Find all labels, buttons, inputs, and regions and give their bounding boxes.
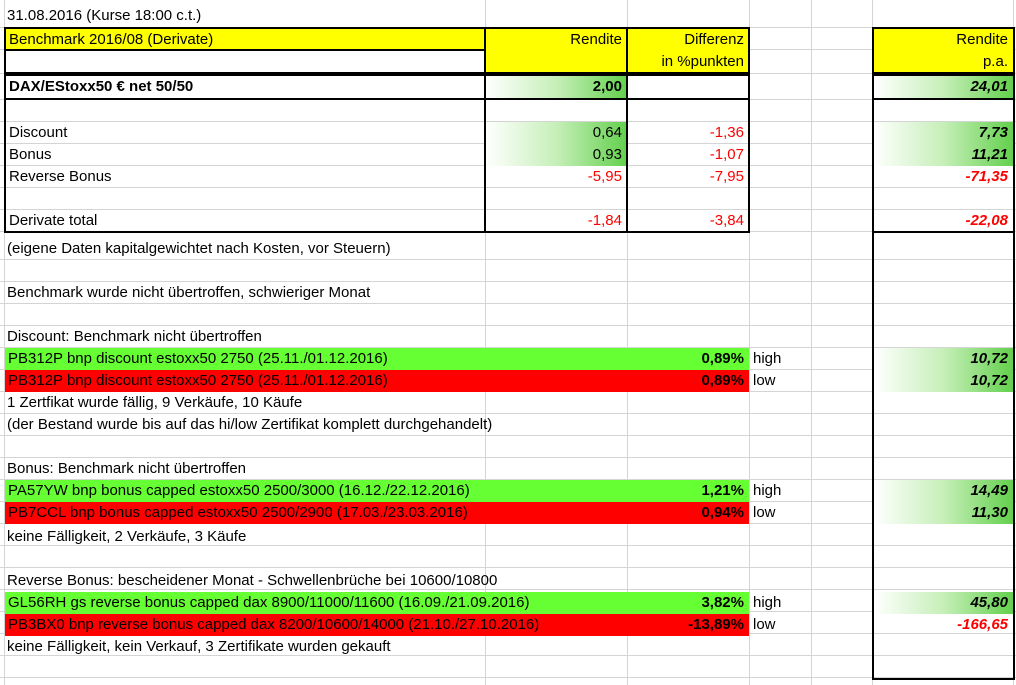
summary-pa-bonus[interactable]: 11,21 bbox=[874, 144, 1013, 166]
bonus-low-name[interactable]: PB7CCL bnp bonus capped estoxx50 2500/2900 (17.03./23.03.2016) bbox=[8, 504, 468, 521]
bonus-note1[interactable]: keine Fälligkeit, 2 Verkäufe, 3 Käufe bbox=[7, 528, 247, 545]
benchmark-rendite-pa[interactable]: 24,01 bbox=[874, 76, 1013, 98]
differenz-header[interactable]: Differenz bbox=[628, 29, 749, 51]
reverse-high-value[interactable]: 3,82% bbox=[701, 594, 744, 611]
gridline bbox=[1013, 0, 1014, 685]
benchmark-rendite[interactable]: 2,00 bbox=[486, 76, 627, 98]
summary-name-reverse[interactable]: Reverse Bonus bbox=[9, 168, 112, 185]
summary-rendite-bonus[interactable]: 0,93 bbox=[486, 144, 627, 166]
reverse-low-name[interactable]: PB3BX0 bnp reverse bonus capped dax 8200/10600/14000 (21.10./27.10.2016) bbox=[8, 616, 540, 633]
note-benchmark[interactable]: Benchmark wurde nicht übertroffen, schwieriger Monat bbox=[7, 284, 371, 301]
discount-title[interactable]: Discount: Benchmark nicht übertroffen bbox=[7, 328, 262, 345]
summary-pa-reverse[interactable]: -71,35 bbox=[965, 168, 1008, 185]
benchmark-name[interactable]: DAX/EStoxx50 € net 50/50 bbox=[9, 78, 194, 95]
discount-high-name[interactable]: PB312P bnp discount estoxx50 2750 (25.11./01.12.2016) bbox=[8, 350, 388, 367]
reverse-high-name[interactable]: GL56RH gs reverse bonus capped dax 8900/11000/11600 (16.09./21.09.2016) bbox=[8, 594, 530, 611]
summary-differenz-bonus[interactable]: -1,07 bbox=[709, 146, 744, 163]
total-differenz[interactable]: -3,84 bbox=[709, 212, 744, 229]
gridline bbox=[0, 677, 1016, 678]
discount-note2[interactable]: (der Bestand wurde bis auf das hi/low Zertifikat komplett durchgehandelt) bbox=[7, 416, 493, 433]
benchmark-title[interactable]: Benchmark 2016/08 (Derivate) bbox=[6, 29, 485, 51]
discount-high-value[interactable]: 0,89% bbox=[701, 350, 744, 367]
total-rendite[interactable]: -1,84 bbox=[587, 212, 622, 229]
gridline bbox=[811, 0, 812, 685]
discount-low-pa[interactable]: 10,72 bbox=[874, 370, 1013, 392]
date-line[interactable]: 31.08.2016 (Kurse 18:00 c.t.) bbox=[7, 7, 202, 24]
gridline bbox=[0, 99, 1016, 100]
reverse-low-pa[interactable]: -166,65 bbox=[957, 616, 1008, 633]
summary-differenz-reverse[interactable]: -7,95 bbox=[709, 168, 744, 185]
summary-name-bonus[interactable]: Bonus bbox=[9, 146, 52, 163]
bonus-low-tag[interactable]: low bbox=[753, 504, 776, 521]
total-rendite-pa[interactable]: -22,08 bbox=[965, 212, 1008, 229]
bonus-title[interactable]: Bonus: Benchmark nicht übertroffen bbox=[7, 460, 247, 477]
summary-rendite-discount[interactable]: 0,64 bbox=[486, 122, 627, 144]
reverse-low-value[interactable]: -13,89% bbox=[688, 616, 744, 633]
bonus-high-pa[interactable]: 14,49 bbox=[874, 480, 1013, 502]
bonus-low-value[interactable]: 0,94% bbox=[701, 504, 744, 521]
gridline bbox=[0, 27, 1016, 28]
discount-note1[interactable]: 1 Zertfikat wurde fällig, 9 Verkäufe, 10 Käufe bbox=[7, 394, 303, 411]
rendite-pa-header[interactable]: Rendite bbox=[874, 29, 1013, 51]
summary-differenz-discount[interactable]: -1,36 bbox=[709, 124, 744, 141]
bonus-high-tag[interactable]: high bbox=[753, 482, 782, 499]
reverse-low-tag[interactable]: low bbox=[753, 616, 776, 633]
discount-low-name[interactable]: PB312P bnp discount estoxx50 2750 (25.11./01.12.2016) bbox=[8, 372, 388, 389]
gridline bbox=[0, 73, 1016, 74]
bonus-high-value[interactable]: 1,21% bbox=[701, 482, 744, 499]
summary-rendite-reverse[interactable]: -5,95 bbox=[587, 168, 622, 185]
discount-low-tag[interactable]: low bbox=[753, 372, 776, 389]
gridline bbox=[749, 0, 750, 685]
summary-pa-discount[interactable]: 7,73 bbox=[874, 122, 1013, 144]
reverse-note1[interactable]: keine Fälligkeit, kein Verkauf, 3 Zertifikate wurden gekauft bbox=[7, 638, 391, 655]
rendite-header-fill bbox=[486, 51, 627, 72]
differenz-subheader[interactable]: in %punkten bbox=[628, 51, 749, 72]
summary-name-discount[interactable]: Discount bbox=[9, 124, 68, 141]
total-name[interactable]: Derivate total bbox=[9, 212, 98, 229]
bonus-low-pa[interactable]: 11,30 bbox=[874, 502, 1013, 524]
discount-low-value[interactable]: 0,89% bbox=[701, 372, 744, 389]
bonus-high-name[interactable]: PA57YW bnp bonus capped estoxx50 2500/3000 (16.12./22.12.2016) bbox=[8, 482, 470, 499]
rendite-pa-subheader[interactable]: p.a. bbox=[874, 51, 1013, 72]
reverse-title[interactable]: Reverse Bonus: bescheidener Monat - Schwellenbrüche bei 10600/10800 bbox=[7, 572, 498, 589]
note-data[interactable]: (eigene Daten kapitalgewichtet nach Kosten, vor Steuern) bbox=[7, 240, 391, 257]
gridline bbox=[0, 567, 1016, 568]
gridline bbox=[872, 0, 873, 685]
rendite-header[interactable]: Rendite bbox=[486, 29, 627, 51]
discount-high-tag[interactable]: high bbox=[753, 350, 782, 367]
reverse-high-pa[interactable]: 45,80 bbox=[874, 592, 1013, 614]
discount-high-pa[interactable]: 10,72 bbox=[874, 348, 1013, 370]
reverse-high-tag[interactable]: high bbox=[753, 594, 782, 611]
